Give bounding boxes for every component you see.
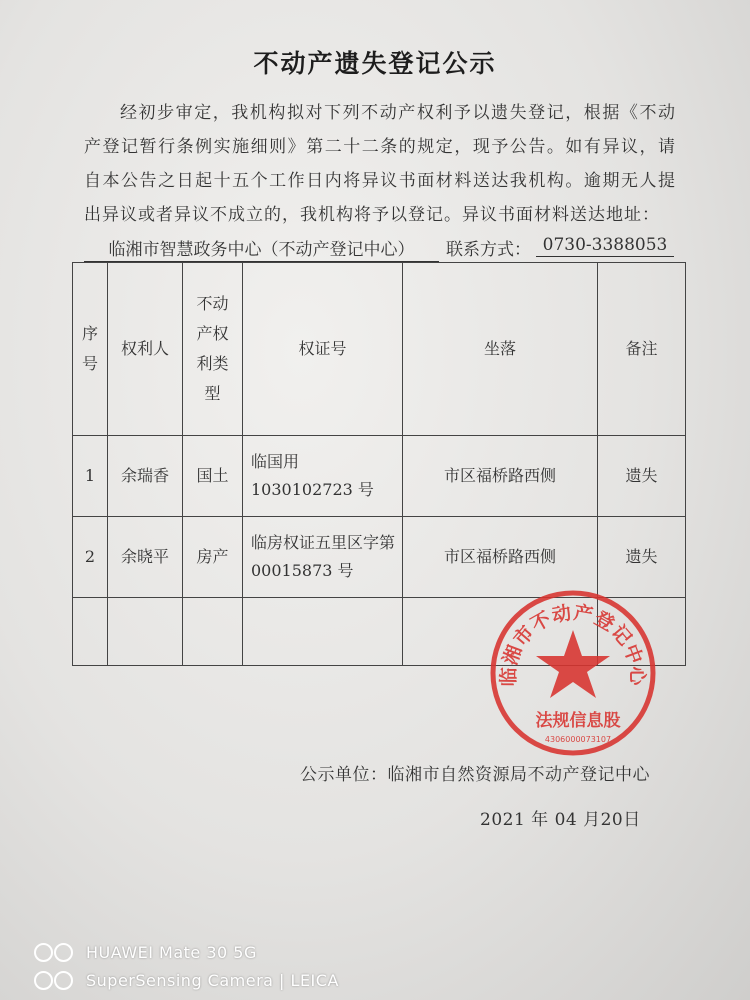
empty-cell — [108, 598, 183, 666]
row-location: 市区福桥路西侧 — [403, 436, 598, 517]
official-seal — [488, 588, 658, 758]
watermark-model: HUAWEI Mate 30 5G — [86, 942, 257, 962]
table-header-row — [73, 263, 686, 436]
notice-body: 经初步审定，我机构拟对下列不动产权利予以遗失登记，根据《不动产登记暂行条例实施细则》第二十二条的规定，现予公告。如有异议，请自本公告之日起十五个工作日内将异议书面材料送达我机构。逾期无人提出异议或者异议不成立的，我机构将予以登记。异议书面材料送达地址： — [84, 103, 676, 225]
notice-title: 不动产遗失登记公示 — [253, 49, 497, 78]
empty-cell — [243, 598, 403, 666]
camera-watermark — [34, 938, 339, 994]
address-line — [84, 233, 676, 263]
issuer: 公示单位：临湘市自然资源局不动产登记中心 — [300, 765, 650, 785]
header-type: 不动产权利类型 — [183, 263, 243, 436]
watermark-row-1 — [34, 938, 339, 966]
contact-phone: 0730-3388053 — [536, 235, 674, 257]
leica-rings-icon — [34, 942, 78, 962]
seal-bottom-text: 法规信息股 — [535, 711, 621, 731]
row-no: 1 — [73, 436, 108, 517]
watermark-row-2 — [34, 966, 339, 994]
table-row — [73, 517, 686, 598]
empty-cell — [73, 598, 108, 666]
row-holder: 余晓平 — [108, 517, 183, 598]
header-location: 坐落 — [403, 263, 598, 436]
row-no: 2 — [73, 517, 108, 598]
row-location: 市区福桥路西侧 — [403, 517, 598, 598]
seal-code-text: 4306000073107 — [544, 735, 612, 744]
row-cert: 临国用 1030102723 号 — [243, 436, 403, 517]
seal-star-icon — [536, 630, 610, 698]
row-type: 房产 — [183, 517, 243, 598]
header-cert: 权证号 — [243, 263, 403, 436]
contact-label: 联系方式： — [446, 240, 531, 260]
empty-cell — [183, 598, 243, 666]
issue-date: 2021 年 04 月20日 — [480, 810, 641, 830]
leica-rings-icon — [34, 970, 78, 990]
watermark-camera: SuperSensing Camera | LEICA — [86, 970, 339, 990]
delivery-address: 临湘市智慧政务中心（不动产登记中心） — [84, 235, 439, 262]
row-holder: 余瑞香 — [108, 436, 183, 517]
table-row — [73, 436, 686, 517]
row-remark: 遗失 — [598, 517, 686, 598]
seal-top-text: 临湘市不动产登记中心 — [497, 601, 649, 687]
header-holder: 权利人 — [108, 263, 183, 436]
row-type: 国土 — [183, 436, 243, 517]
row-cert: 临房权证五里区字第 00015873 号 — [243, 517, 403, 598]
header-no: 序号 — [73, 263, 108, 436]
row-remark: 遗失 — [598, 436, 686, 517]
header-remark: 备注 — [598, 263, 686, 436]
